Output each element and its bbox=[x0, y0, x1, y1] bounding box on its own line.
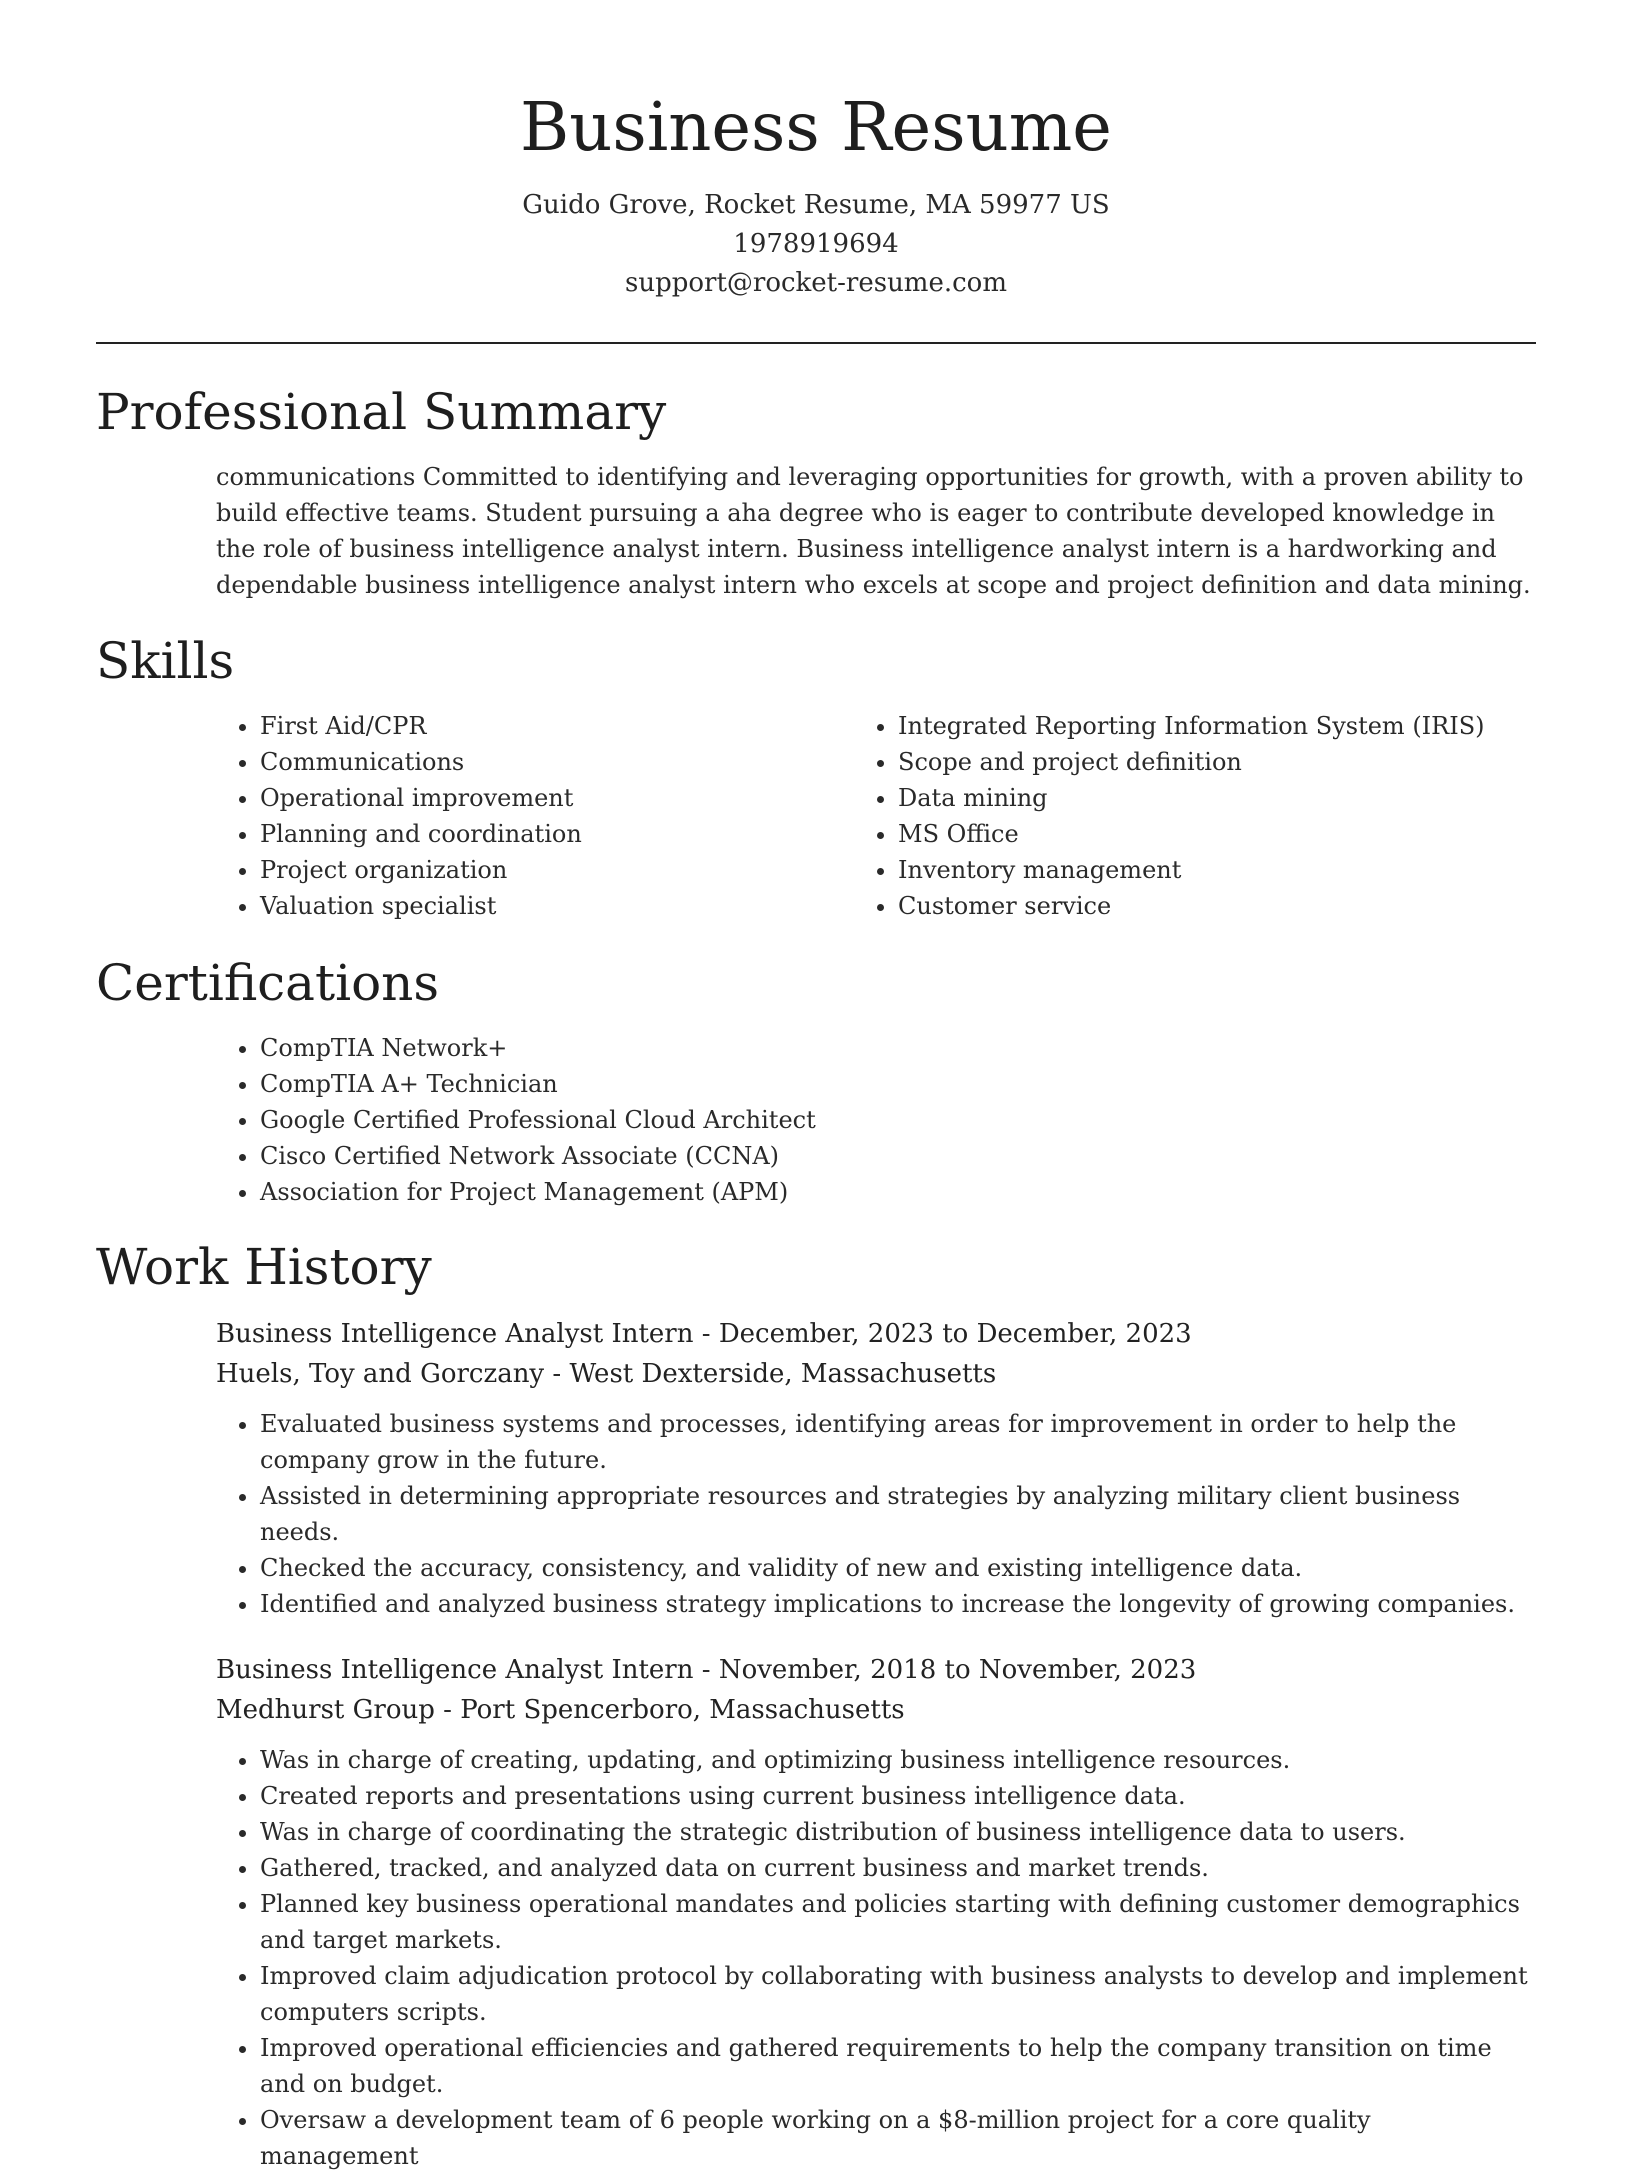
job-bullet: • Oversaw a development team of 6 people working on a $8-million project for a core quality management bbox=[260, 2102, 1536, 2174]
job-company-line bbox=[216, 1354, 1536, 1394]
skill-item: • Integrated Reporting Information System (IRIS) bbox=[898, 708, 1536, 744]
skill-item: • Operational improvement bbox=[260, 780, 898, 816]
summary-heading: Professional Summary bbox=[96, 383, 667, 441]
resume-title: Business Resume bbox=[520, 88, 1112, 166]
skills-list-right bbox=[898, 708, 1536, 924]
skill-item: • First Aid/CPR bbox=[260, 708, 898, 744]
job-bullet: • Planned key business operational mandates and policies starting with defining customer demographics and target markets. bbox=[260, 1886, 1536, 1958]
job-bullet: • Improved operational efficiencies and gathered requirements to help the company transition on time and on budget. bbox=[260, 2030, 1536, 2102]
job-bullet: • Created reports and presentations using current business intelligence data. bbox=[260, 1778, 1536, 1814]
skill-item: • Communications bbox=[260, 744, 898, 780]
job-title-line bbox=[216, 1314, 1536, 1354]
skills-columns bbox=[96, 708, 1536, 924]
job-location: West Dexterside, Massachusetts bbox=[569, 1359, 997, 1389]
summary-text: communications Committed to identifying and leveraging opportunities for growth, with a proven ability to build effective teams. Student pursuing a aha degree who is eager to contribute developed knowledge in the role of business intelligence analyst intern. Business intelligence analyst intern is a hardworking and dependable business intelligence analyst intern who excels at scope and project definition and data mining. bbox=[216, 463, 1531, 599]
job-dates: December, 2023 to December, 2023 bbox=[718, 1319, 1192, 1349]
job-bullet: • Checked the accuracy, consistency, and validity of new and existing intelligence data. bbox=[260, 1550, 1536, 1586]
job-company: Medhurst Group bbox=[216, 1695, 435, 1725]
skill-item: • Inventory management bbox=[898, 852, 1536, 888]
job-bullets bbox=[216, 1742, 1536, 2174]
skill-item: • Customer service bbox=[898, 888, 1536, 924]
job-separator: - bbox=[693, 1319, 719, 1349]
certification-item: • Google Certified Professional Cloud Architect bbox=[260, 1102, 1536, 1138]
job-dates: November, 2018 to November, 2023 bbox=[718, 1655, 1197, 1685]
job-bullet: • Assisted in determining appropriate resources and strategies by analyzing military client business needs. bbox=[260, 1478, 1536, 1550]
job-company-line bbox=[216, 1690, 1536, 1730]
job-bullet: • Improved claim adjudication protocol by collaborating with business analysts to develop and implement computers scripts. bbox=[260, 1958, 1536, 2030]
job-entry bbox=[216, 1650, 1536, 2174]
skills-section bbox=[96, 630, 1536, 924]
job-bullet: • Gathered, tracked, and analyzed data on current business and market trends. bbox=[260, 1850, 1536, 1886]
certification-item: • CompTIA Network+ bbox=[260, 1030, 1536, 1066]
summary-section bbox=[96, 381, 1536, 603]
job-entry bbox=[216, 1314, 1536, 1622]
skill-item: • Project organization bbox=[260, 852, 898, 888]
work-heading: Work History bbox=[96, 1238, 432, 1296]
job-bullet: • Was in charge of coordinating the strategic distribution of business intelligence data to users. bbox=[260, 1814, 1536, 1850]
certifications-heading: Certifications bbox=[96, 954, 440, 1012]
job-title-line bbox=[216, 1650, 1536, 1690]
skill-item: • Planning and coordination bbox=[260, 816, 898, 852]
resume-header bbox=[0, 0, 1632, 303]
contact-address: Guido Grove, Rocket Resume, MA 59977 US bbox=[522, 190, 1110, 220]
job-separator: - bbox=[693, 1655, 719, 1685]
contact-email: support@rocket-resume.com bbox=[624, 268, 1007, 298]
skill-item: • Data mining bbox=[898, 780, 1536, 816]
job-company: Huels, Toy and Gorczany bbox=[216, 1359, 545, 1389]
skills-list-left bbox=[96, 708, 898, 924]
header-divider bbox=[96, 342, 1536, 344]
certifications-list bbox=[96, 1030, 1536, 1210]
certification-item: • Association for Project Management (APM) bbox=[260, 1174, 1536, 1210]
job-separator: - bbox=[544, 1359, 570, 1389]
job-location: Port Spencerboro, Massachusetts bbox=[460, 1695, 905, 1725]
skill-item: • Valuation specialist bbox=[260, 888, 898, 924]
contact-block bbox=[0, 186, 1632, 303]
job-title: Business Intelligence Analyst Intern bbox=[216, 1319, 694, 1349]
job-bullet: • Evaluated business systems and processes, identifying areas for improvement in order to help the company grow in the future. bbox=[260, 1406, 1536, 1478]
certification-item: • CompTIA A+ Technician bbox=[260, 1066, 1536, 1102]
certification-item: • Cisco Certified Network Associate (CCNA) bbox=[260, 1138, 1536, 1174]
skill-item: • Scope and project definition bbox=[898, 744, 1536, 780]
contact-phone: 1978919694 bbox=[733, 229, 899, 259]
certifications-section bbox=[96, 952, 1536, 1210]
job-bullet: • Was in charge of creating, updating, and optimizing business intelligence resources. bbox=[260, 1742, 1536, 1778]
job-bullet: • Identified and analyzed business strategy implications to increase the longevity of growing companies. bbox=[260, 1586, 1536, 1622]
skills-heading: Skills bbox=[96, 632, 235, 690]
skill-item: • MS Office bbox=[898, 816, 1536, 852]
work-section bbox=[96, 1236, 1536, 2174]
job-title: Business Intelligence Analyst Intern bbox=[216, 1655, 694, 1685]
job-bullets bbox=[216, 1406, 1536, 1622]
job-separator: - bbox=[434, 1695, 461, 1725]
